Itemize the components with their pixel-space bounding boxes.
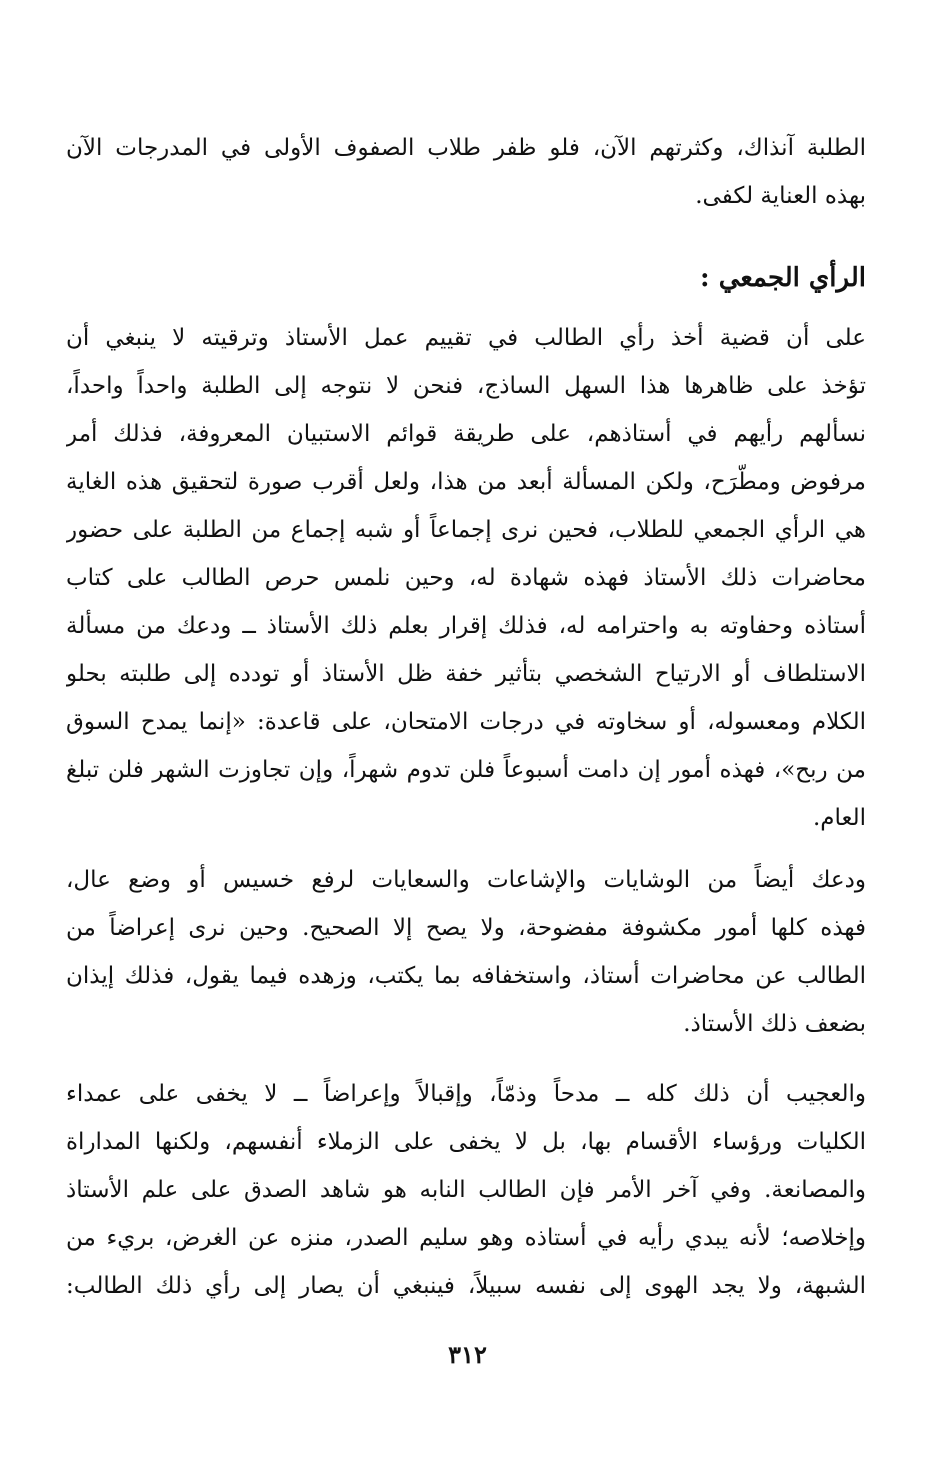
- text-line: الاستلطاف أو الارتياح الشخصي بتأثير خفة ظل الأستاذ أو تودده إلى طلبته بحلو: [66, 661, 866, 687]
- paragraph-2: [66, 856, 866, 1048]
- text-line: العام.: [812, 805, 866, 831]
- intro-paragraph: [66, 124, 866, 220]
- text-line: تؤخذ على ظاهرها هذا السهل الساذج، فنحن لا نتوجه إلى الطلبة واحداً واحداً،: [66, 373, 866, 399]
- text-line: والعجيب أن ذلك كله ــ مدحاً وذمّاً، وإقبالاً وإعراضاً ــ لا يخفى على عمداء: [66, 1081, 866, 1107]
- text-line: الشبهة، ولا يجد الهوى إلى نفسه سبيلاً، فينبغي أن يصار إلى رأي ذلك الطالب:: [66, 1273, 866, 1299]
- text-line: الطالب عن محاضرات أستاذ، واستخفافه بما يكتب، وزهده فيما يقول، فذلك إيذان: [66, 963, 866, 989]
- text-line: أستاذه وحفاوته به واحترامه له، فذلك إقرار بعلم ذلك الأستاذ ــ ودعك من مسألة: [66, 613, 866, 639]
- section-heading: الرأي الجمعي :: [700, 263, 866, 293]
- text-line: بهذه العناية لكفى.: [695, 183, 866, 209]
- text-line: فهذه كلها أمور مكشوفة مفضوحة، ولا يصح إلا الصحيح. وحين نرى إعراضاً من: [66, 915, 866, 941]
- text-line: بضعف ذلك الأستاذ.: [683, 1011, 866, 1037]
- text-line: هي الرأي الجمعي للطلاب، فحين نرى إجماعاً أو شبه إجماع من الطلبة على حضور: [66, 517, 866, 543]
- text-line: وإخلاصه؛ لأنه يبدي رأيه في أستاذه وهو سليم الصدر، منزه عن الغرض، بريء من: [66, 1225, 866, 1251]
- page-number: ٣١٢: [448, 1340, 487, 1369]
- text-line: الكلام ومعسوله، أو سخاوته في درجات الامتحان، على قاعدة: «إنما يمدح السوق: [66, 709, 866, 735]
- paragraph-3: [66, 1070, 866, 1310]
- text-line: نسألهم رأيهم في أستاذهم، على طريقة قوائم الاستبيان المعروفة، فذلك أمر: [66, 421, 866, 447]
- text-line: محاضرات ذلك الأستاذ فهذه شهادة له، وحين نلمس حرص الطالب على كتاب: [66, 565, 866, 591]
- text-line: من ربح»، فهذه أمور إن دامت أسبوعاً فلن تدوم شهراً، وإن تجاوزت الشهر فلن تبلغ: [66, 757, 866, 783]
- text-line: والمصانعة. وفي آخر الأمر فإن الطالب النابه هو شاهد الصدق على علم الأستاذ: [66, 1177, 866, 1203]
- paragraph-1: [66, 314, 866, 842]
- text-line: الطلبة آنذاك، وكثرتهم الآن، فلو ظفر طلاب الصفوف الأولى في المدرجات الآن: [66, 135, 866, 161]
- text-line: الكليات ورؤساء الأقسام بها، بل لا يخفى على الزملاء أنفسهم، ولكنها المداراة: [66, 1129, 866, 1155]
- text-line: على أن قضية أخذ رأي الطالب في تقييم عمل الأستاذ وترقيته لا ينبغي أن: [66, 325, 866, 351]
- text-line: ودعك أيضاً من الوشايات والإشاعات والسعايات لرفع خسيس أو وضع عال،: [66, 867, 866, 893]
- text-line: مرفوض ومطّرَح، ولكن المسألة أبعد من هذا، ولعل أقرب صورة لتحقيق هذه الغاية: [66, 469, 866, 495]
